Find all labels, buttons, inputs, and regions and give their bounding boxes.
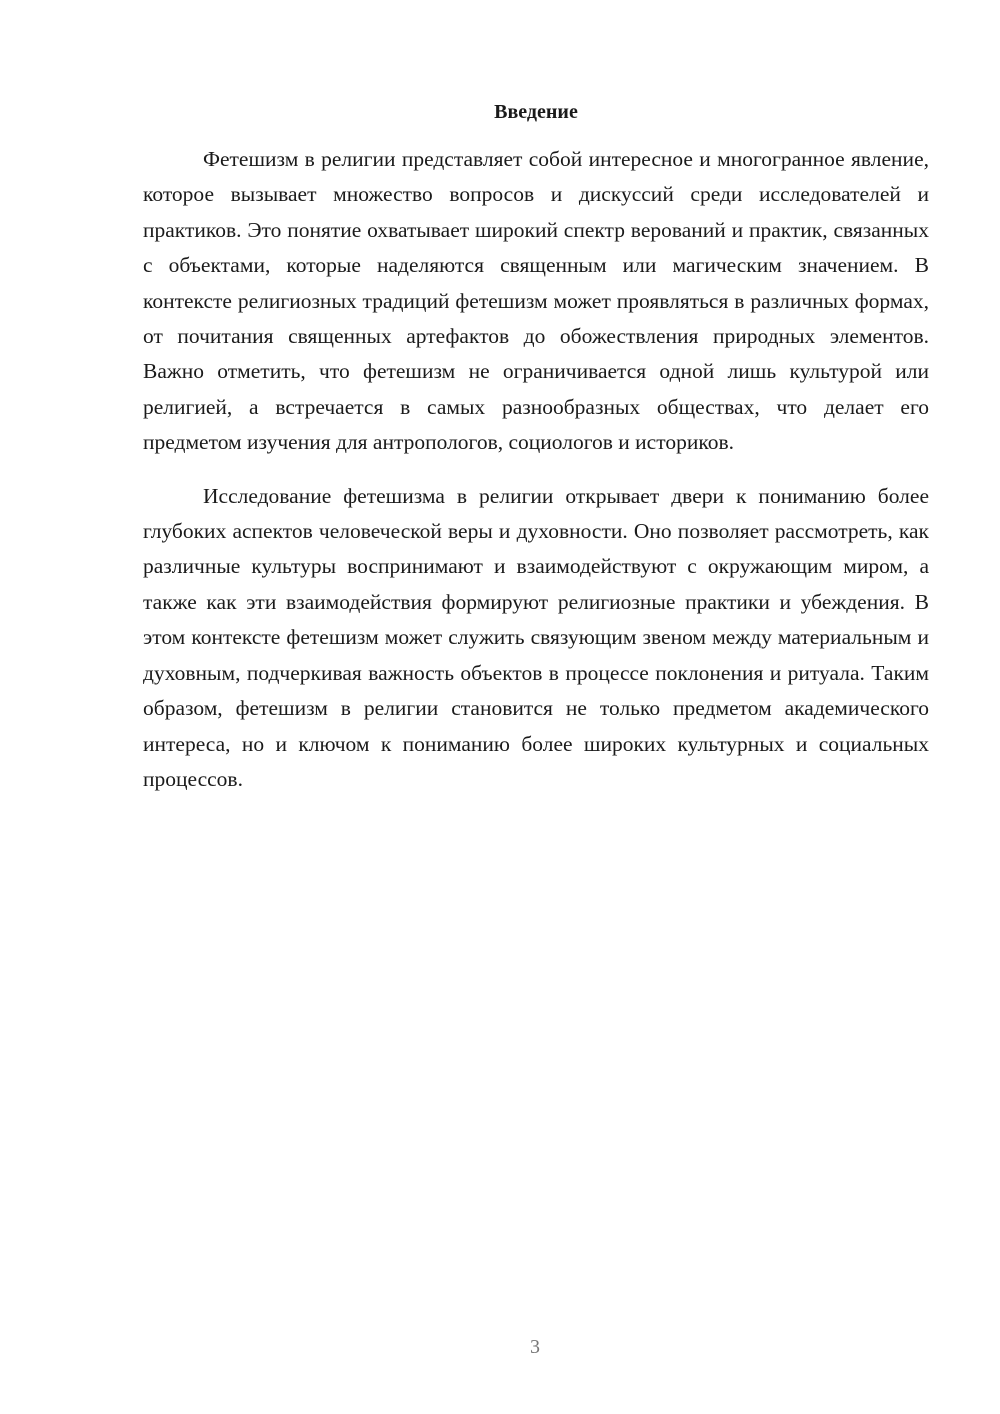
body-text — [143, 142, 929, 797]
paragraph-2: Исследование фетешизма в религии открывает двери к пониманию более глубоких аспектов человеческой веры и духовности. Оно позволяет рассмотреть, как различные культуры воспринимают и взаимодействуют с окружающим миром, а также как эти взаимодействия формируют религиозные практики и убеждения. В этом контексте фетешизм может служить связующим звеном между материальным и духовным, подчеркивая важность объектов в процессе поклонения и ритуала. Таким образом, фетешизм в религии становится не только предметом академического интереса, но и ключом к пониманию более широких культурных и социальных процессов. — [143, 483, 929, 791]
section-heading: Введение — [494, 101, 578, 123]
paragraph-1: Фетешизм в религии представляет собой интересное и многогранное явление, которое вызывает множество вопросов и дискуссий среди исследователей и практиков. Это понятие охватывает широкий спектр верований и практик, связанных с объектами, которые наделяются священным или магическим значением. В контексте религиозных традиций фетешизм может проявляться в различных формах, от почитания священных артефактов до обожествления природных элементов. Важно отметить, что фетешизм не ограничивается одной лишь культурой или религией, а встречается в самых разнообразных обществах, что делает его предметом изучения для антропологов, социологов и историков. — [143, 147, 929, 455]
page-number: 3 — [530, 1336, 540, 1358]
